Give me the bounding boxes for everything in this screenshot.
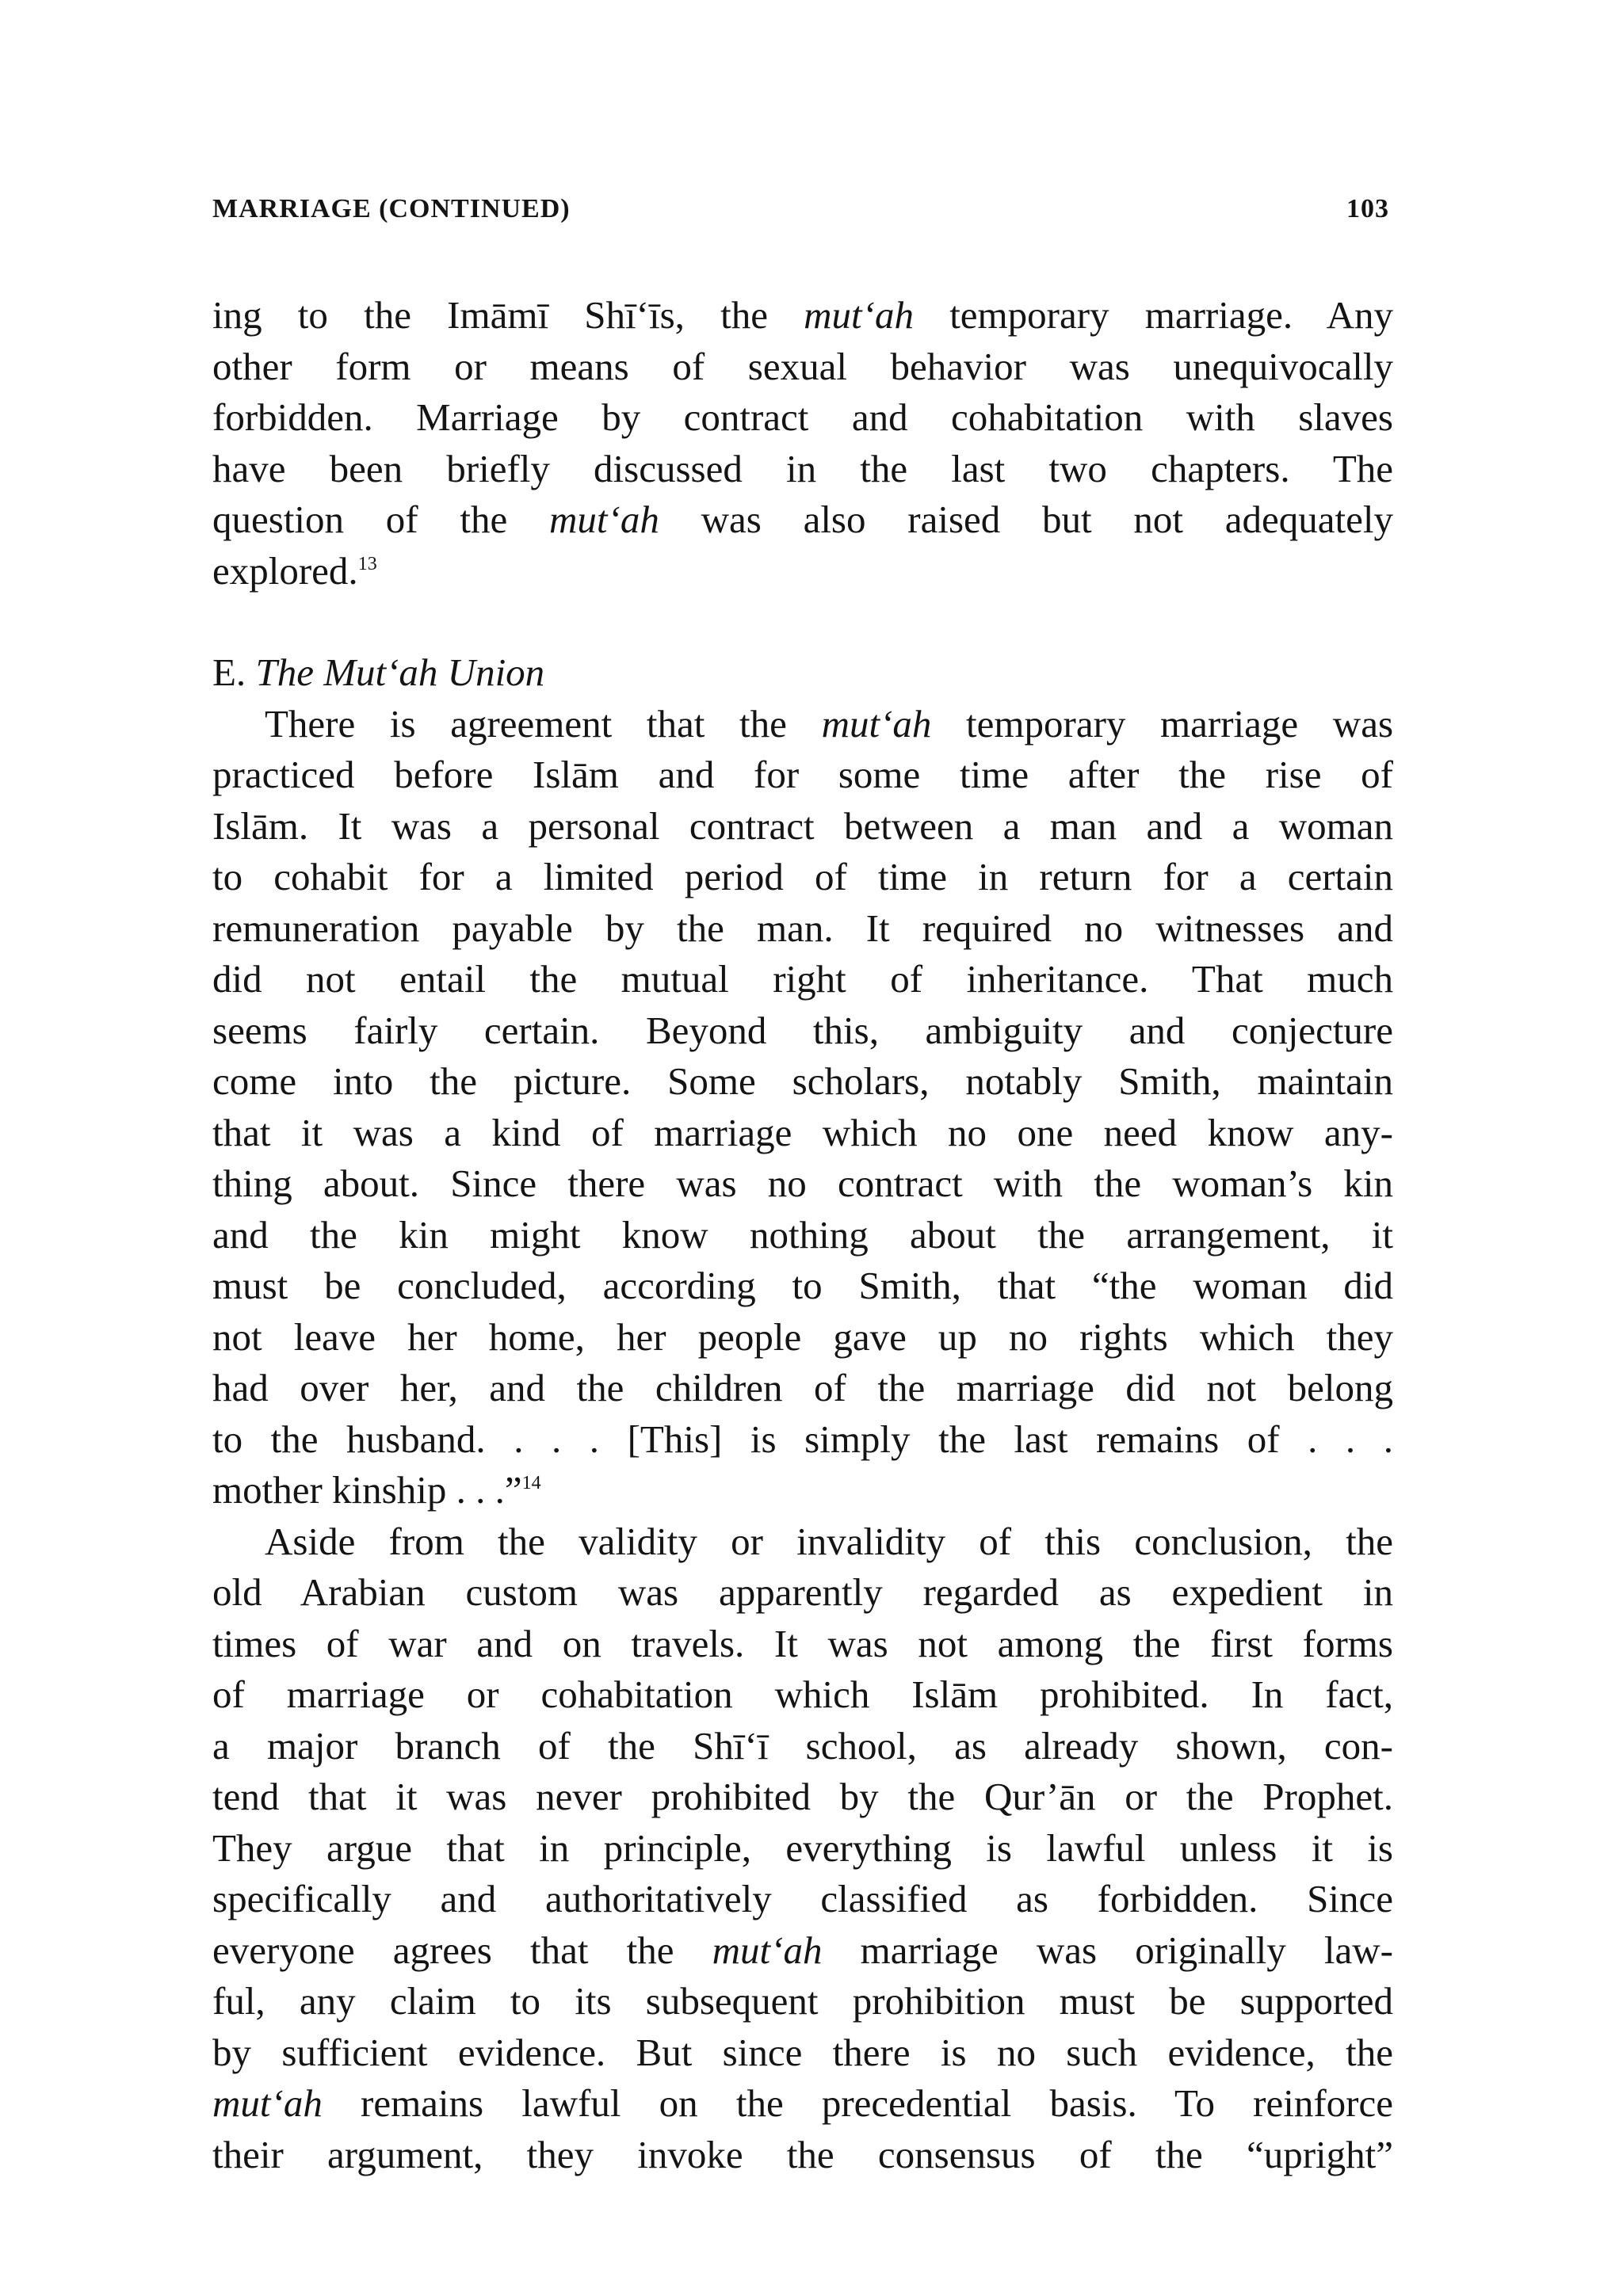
text-line: have been briefly discussed in the last two chapters. The xyxy=(212,446,1393,490)
text-line: ing to the Imāmī Shī‘īs, the mut‘ah temporary marriage. Any xyxy=(212,293,1393,337)
text-line: must be concluded, according to Smith, that “the woman did xyxy=(212,1264,1393,1307)
text-line: Islām. It was a personal contract between a man and a woman xyxy=(212,803,1393,848)
italic-term: mut‘ah xyxy=(549,498,659,541)
text-line: had over her, and the children of the marriage did not belong xyxy=(212,1366,1393,1409)
text-line: explored.$^{13}$ xyxy=(212,548,377,593)
page-number: 103 xyxy=(1346,194,1389,223)
text-line: times of war and on travels. It was not among the first forms xyxy=(212,1621,1393,1665)
paragraph-aside xyxy=(212,1516,1393,2181)
section-title: The Mut‘ah Union xyxy=(255,650,545,694)
text-line: specifically and authoritatively classified as forbidden. Since xyxy=(212,1877,1393,1920)
text-line: mother kinship . . .”$^{14}$ xyxy=(212,1468,541,1512)
text-line: not leave her home, her people gave up no rights which they xyxy=(212,1314,1393,1359)
text-line: practiced before Islām and for some time after the rise of xyxy=(212,753,1393,796)
text-line: old Arabian custom was apparently regarded as expedient in xyxy=(212,1570,1393,1614)
section-heading xyxy=(212,647,1393,699)
page-body xyxy=(212,290,1393,2180)
text-line: other form or means of sexual behavior was unequivocally xyxy=(212,344,1393,388)
paragraph-continued xyxy=(212,290,1393,597)
text-line: of marriage or cohabitation which Islām prohibited. In fact, xyxy=(212,1672,1393,1716)
footnote-ref: 13 xyxy=(357,553,377,574)
text-line: remuneration payable by the man. It required no witnesses and xyxy=(212,906,1393,950)
text-line: a major branch of the Shī‘ī school, as already shown, con- xyxy=(212,1723,1393,1768)
footnote-ref: 14 xyxy=(521,1473,541,1493)
text-line: question of the mut‘ah was also raised but not adequately xyxy=(212,498,1393,541)
text-line: that it was a kind of marriage which no one need know any- xyxy=(212,1110,1393,1154)
paragraph-mutah-intro xyxy=(212,699,1393,1516)
page-header xyxy=(212,194,1389,234)
text-line: They argue that in principle, everything is lawful unless it is xyxy=(212,1825,1393,1870)
italic-term: mut‘ah xyxy=(821,701,932,746)
text-line: everyone agrees that the mut‘ah marriage was originally law- xyxy=(212,1928,1393,1972)
text-line: tend that it was never prohibited by the Qur’ān or the Prophet. xyxy=(212,1775,1393,1818)
italic-term: mut‘ah xyxy=(212,2081,323,2125)
text-line: Aside from the validity or invalidity of this conclusion, the xyxy=(265,1519,1393,1563)
section-number: E. xyxy=(212,650,246,694)
text-line: to cohabit for a limited period of time in return for a certain xyxy=(212,855,1393,898)
text-line: their argument, they invoke the consensus of the “upright” xyxy=(212,2132,1393,2176)
italic-term: mut‘ah xyxy=(804,293,914,337)
text-line: come into the picture. Some scholars, notably Smith, maintain xyxy=(212,1059,1393,1103)
running-head: MARRIAGE (CONTINUED) xyxy=(212,194,571,223)
text-line: thing about. Since there was no contract with the woman’s kin xyxy=(212,1161,1393,1205)
text-line: forbidden. Marriage by contract and cohabitation with slaves xyxy=(212,395,1393,439)
text-line: mut‘ah remains lawful on the precedential basis. To reinforce xyxy=(212,2081,1393,2125)
text-line: to the husband. . . . [This] is simply the last remains of . . . xyxy=(212,1417,1393,1461)
text-line: seems fairly certain. Beyond this, ambiguity and conjecture xyxy=(212,1008,1393,1052)
text-line: There is agreement that the mut‘ah temporary marriage was xyxy=(265,701,1394,746)
italic-term: mut‘ah xyxy=(712,1928,823,1972)
text-line: did not entail the mutual right of inheritance. That much xyxy=(212,957,1393,1001)
text-line: ful, any claim to its subsequent prohibition must be supported xyxy=(212,1979,1393,2023)
text-line: by sufficient evidence. But since there is no such evidence, the xyxy=(212,2030,1393,2074)
text-line: and the kin might know nothing about the arrangement, it xyxy=(212,1212,1393,1257)
